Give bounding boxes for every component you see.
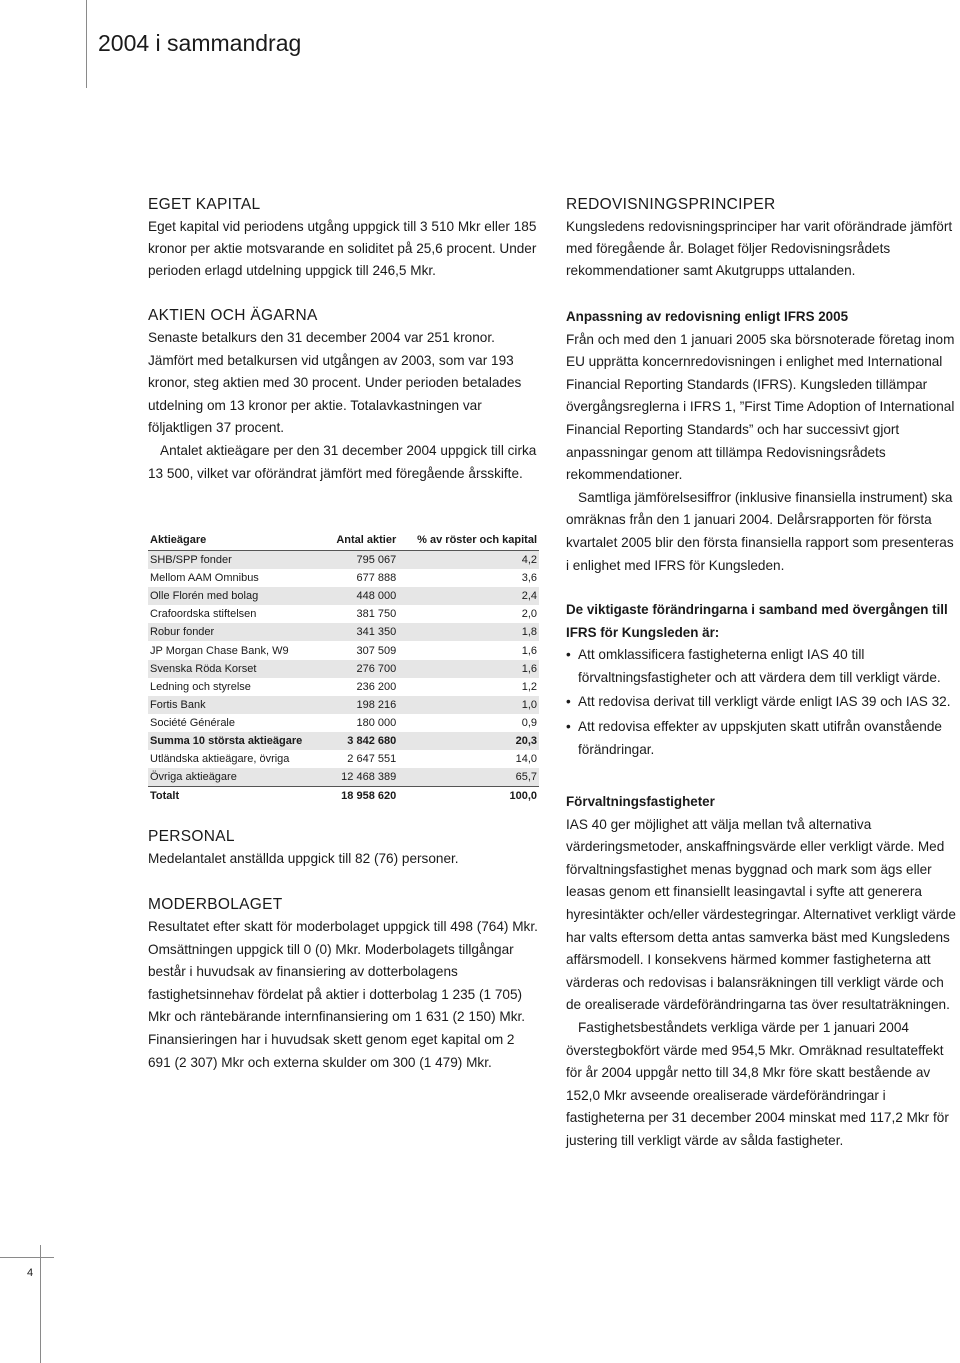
- table-row: [148, 714, 539, 732]
- cell-shares: 3 842 680: [326, 732, 399, 750]
- cell-shares: 341 350: [326, 623, 399, 641]
- cell-pct: 2,4: [398, 587, 539, 605]
- cell-pct: 65,7: [398, 768, 539, 787]
- text-forvaltning-2: Fastighetsbeståndets verkliga värde per 1 januari 2004 överstegbokfört värde med 954,5 Mkr. Omräknad resultateffekt för år 2004 uppgår netto till 34,8 Mkr före skatt bestående av 152,0 Mkr avseende orealiserade värdeförändringar i fastigheterna per 31 december 2004 minskat med 117,2 Mkr för justering till verkligt värde av sålda fastigheter.: [566, 1019, 949, 1148]
- top-left-vertical-rule: [86, 0, 87, 88]
- cell-name: Mellom AAM Omnibus: [150, 572, 259, 585]
- cell-pct: 1,6: [521, 644, 537, 657]
- cell-pct: 4,2: [398, 551, 539, 570]
- text-forvaltning-1: IAS 40 ger möjlighet att välja mellan två alternativa värderingsmetoder, anskaffningsvärde eller verkligt värde. Med förvaltningsfastighet menas byggnad och mark som ägs eller leasas genom ett finansiellt leasingavtal i syfte att generera hyresintäkter och/eller värdestegringar. Alternativet verkligt värde har valts eftersom detta antas samverka bäst med Kungsledens affärsmodell. I konsekvens härmed kommer fastigheterna att värderas och redovisas i balansräkningen till verkligt värde och de orealiserade värdeförändringarna tas över resultaträkningen.: [566, 816, 956, 1013]
- cell-name: Utländska aktieägare, övriga: [150, 753, 290, 766]
- text-ifrs-1: Från och med den 1 januari 2005 ska börsnoterade företag inom EU upprätta koncernredovisningen i enlighet med International Financial Reporting Standards (IFRS). Kungsleden tillämpar övergångsreglerna i IFRS 1, ”First Time Adoption of International Financial Reporting Standards” och har successivt gjort anpassningar genom att tillämpa Redovisningsrådets rekommendationer.: [566, 331, 955, 483]
- cell-pct: 1,8: [398, 623, 539, 641]
- list-item: • Att omklassificera fastigheterna enligt IAS 40 till förvaltningsfastigheter och att värdera dem till verkligt värde.: [566, 644, 958, 689]
- col-header-shares: Antal aktier: [326, 530, 399, 551]
- text-personal: Medelantalet anställda uppgick till 82 (76) personer.: [148, 851, 459, 866]
- cell-name: Svenska Röda Korset: [148, 660, 326, 678]
- cell-pct: 2,0: [521, 608, 537, 621]
- cell-shares: 381 750: [356, 608, 397, 621]
- text-ifrs-2: Samtliga jämförelsesiffror (inklusive finansiella instrument) ska omräknas från den 1 januari 2004. Delårsrapporten för första kvartalet 2005 blir den första finansiella rapport som presenteras i enlighet med IFRS för Kungsleden.: [566, 489, 954, 573]
- cell-name: SHB/SPP fonder: [148, 551, 326, 570]
- cell-shares: 795 067: [326, 551, 399, 570]
- heading-ifrs: Anpassning av redovisning enligt IFRS 2005: [566, 309, 849, 324]
- cell-name: Crafoordska stiftelsen: [150, 608, 257, 621]
- page-number: 4: [27, 1267, 34, 1279]
- col-header-percent: % av röster och kapital: [398, 530, 539, 551]
- heading-personal: PERSONAL: [148, 828, 235, 845]
- table-row: [148, 569, 539, 587]
- cell-pct: 3,6: [521, 572, 537, 585]
- table-row: [148, 750, 539, 768]
- table-row: [148, 696, 539, 714]
- bottom-left-vertical-rule: [40, 1245, 41, 1363]
- heading-forvaltning: Förvaltningsfastigheter: [566, 794, 715, 809]
- table-row: [148, 678, 539, 696]
- heading-eget-kapital: EGET KAPITAL: [148, 196, 261, 213]
- section-moderbolaget: [148, 894, 540, 1074]
- cell-name: Fortis Bank: [148, 696, 326, 714]
- cell-shares: 18 958 620: [326, 787, 399, 806]
- cell-name: JP Morgan Chase Bank, W9: [150, 644, 289, 657]
- section-redovisning: [566, 194, 958, 282]
- table-row: [148, 623, 539, 641]
- section-eget-kapital: [148, 194, 540, 282]
- section-aktien: [148, 305, 540, 485]
- section-changes: [566, 599, 958, 761]
- cell-name: Totalt: [148, 787, 326, 806]
- section-personal: [148, 826, 540, 871]
- cell-pct: 1,6: [398, 660, 539, 678]
- shareholder-table: [148, 530, 539, 805]
- cell-shares: 448 000: [326, 587, 399, 605]
- heading-changes: De viktigaste förändringarna i samband med övergången till IFRS för Kungsleden är:: [566, 602, 948, 640]
- cell-name: Ledning och styrelse: [150, 680, 251, 693]
- cell-name: Olle Florén med bolag: [148, 587, 326, 605]
- cell-shares: 276 700: [326, 660, 399, 678]
- cell-pct: 1,2: [521, 680, 537, 693]
- cell-shares: 180 000: [356, 716, 397, 729]
- heading-moderbolaget: MODERBOLAGET: [148, 896, 283, 913]
- cell-pct: 14,0: [515, 753, 537, 766]
- cell-name: Övriga aktieägare: [148, 768, 326, 787]
- text-moderbolaget: Resultatet efter skatt för moderbolaget uppgick till 498 (764) Mkr. Omsättningen uppgick till 0 (0) Mkr. Moderbolagets tillgångar består i huvudsak av finansiering av dotterbolagens fastighetsinnehav fördelat på aktier i dotterbolag 1 235 (1 705) Mkr och räntebärande internfinansiering om 1 631 (2 150) Mkr. Finansieringen har i huvudsak skett genom eget kapital om 2 691 (2 307) Mkr och externa skulder om 300 (1 479) Mkr.: [148, 919, 538, 1070]
- cell-name: Robur fonder: [148, 623, 326, 641]
- text-redovisning: Kungsledens redovisningsprinciper har varit oförändrade jämfört med föregående år. Bolaget följer Redovisningsrådets rekommendationer samt Akutgrupps uttalanden.: [566, 219, 953, 278]
- section-forvaltning: [566, 791, 958, 1153]
- cell-name: Summa 10 största aktieägare: [148, 732, 326, 750]
- table-row: [148, 660, 539, 678]
- text-aktien-2: Antalet aktieägare per den 31 december 2004 uppgick till cirka 13 500, vilket var oförändrat jämfört med föregående årsskifte.: [148, 442, 537, 481]
- list-item: • Att redovisa derivat till verkligt värde enligt IAS 39 och IAS 32.: [566, 691, 958, 714]
- table-row: [148, 551, 539, 570]
- page-title: 2004 i sammandrag: [98, 30, 302, 56]
- table-row-total: [148, 787, 539, 806]
- text-aktien-1: Senaste betalkurs den 31 december 2004 var 251 kronor. Jämfört med betalkursen vid utgången av 2003, som var 193 kronor, steg aktien med 30 procent. Under perioden betalades utdelning om 13 kronor per aktie. Totalavkastningen var följaktligen 37 procent.: [148, 330, 522, 436]
- heading-redovisning: REDOVISNINGSPRINCIPER: [566, 196, 776, 213]
- changes-list: [566, 644, 958, 761]
- table-row: [148, 641, 539, 659]
- cell-shares: 307 509: [356, 644, 397, 657]
- list-item: • Att redovisa effekter av uppskjuten skatt utifrån ovanstående förändringar.: [566, 716, 958, 761]
- cell-shares: 2 647 551: [347, 753, 397, 766]
- cell-pct: 1,0: [398, 696, 539, 714]
- bottom-left-horizontal-rule: [0, 1257, 54, 1258]
- heading-aktien: AKTIEN OCH ÄGARNA: [148, 307, 318, 324]
- col-header-owner: Aktieägare: [148, 530, 326, 551]
- cell-shares: 236 200: [356, 680, 397, 693]
- table-header-row: [148, 530, 539, 551]
- cell-name: Société Générale: [150, 716, 235, 729]
- section-ifrs: [566, 306, 958, 577]
- cell-shares: 198 216: [326, 696, 399, 714]
- text-eget-kapital: Eget kapital vid periodens utgång uppgick till 3 510 Mkr eller 185 kronor per aktie motsvarande en soliditet på 25,6 procent. Under perioden erlagd utdelning uppgick till 246,5 Mkr.: [148, 219, 537, 278]
- cell-pct: 100,0: [398, 787, 539, 806]
- cell-pct: 0,9: [521, 716, 537, 729]
- table-row: [148, 768, 539, 787]
- table-row: [148, 605, 539, 623]
- cell-shares: 677 888: [356, 572, 397, 585]
- table-row-subtotal: [148, 732, 539, 750]
- cell-pct: 20,3: [398, 732, 539, 750]
- cell-shares: 12 468 389: [326, 768, 399, 787]
- table-row: [148, 587, 539, 605]
